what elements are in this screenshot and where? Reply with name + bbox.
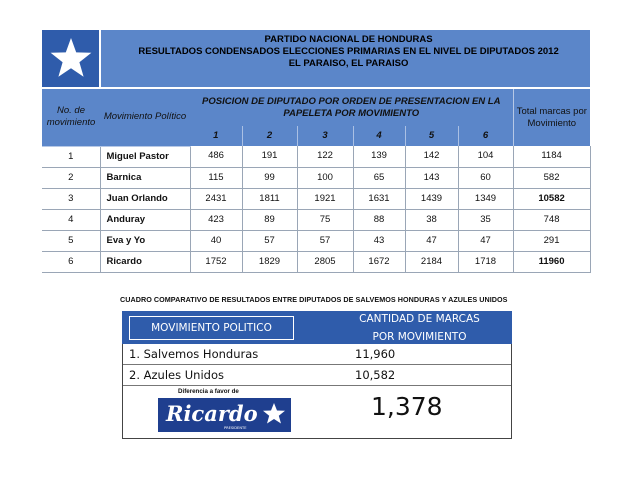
cell-pos-3: 100 — [297, 167, 353, 188]
table-row — [42, 146, 590, 167]
logo-text: Ricardo — [166, 401, 258, 426]
table-row — [42, 188, 590, 209]
count-header-line2: POR MOVIMIENTO — [372, 331, 467, 343]
cell-movement: Miguel Pastor — [100, 146, 190, 167]
table-row — [42, 167, 590, 188]
results-table — [42, 30, 591, 273]
table-row — [42, 230, 590, 251]
movement-header: MOVIMIENTO POLITICO — [129, 316, 294, 340]
cell-pos-5: 47 — [405, 230, 458, 251]
cell-no: 2 — [42, 167, 100, 188]
cell-pos-2: 191 — [242, 146, 297, 167]
cell-total: 748 — [513, 209, 590, 230]
cell-pos-6: 104 — [458, 146, 513, 167]
col-header-pos-5: 5 — [405, 126, 458, 146]
comparison-table — [118, 311, 512, 439]
report-header — [100, 30, 590, 88]
cell-pos-4: 139 — [353, 146, 405, 167]
cell-pos-2: 1811 — [242, 188, 297, 209]
difference-value: 1,378 — [371, 392, 443, 421]
cell-pos-4: 1672 — [353, 251, 405, 272]
cell-pos-4: 43 — [353, 230, 405, 251]
col-header-movement: Movimiento Político — [100, 88, 190, 146]
cell-total: 11960 — [513, 251, 590, 272]
logo-subtext: PRESIDENTE — [224, 426, 247, 430]
cell-movement: Ricardo — [100, 251, 190, 272]
cell-pos-2: 89 — [242, 209, 297, 230]
cell-total: 582 — [513, 167, 590, 188]
cell-pos-6: 47 — [458, 230, 513, 251]
cell-pos-6: 1718 — [458, 251, 513, 272]
cell-pos-5: 1439 — [405, 188, 458, 209]
comparison-row — [123, 344, 511, 365]
cell-pos-1: 115 — [190, 167, 242, 188]
comparison-row-label: 1. Salvemos Honduras — [129, 347, 259, 361]
cell-pos-5: 143 — [405, 167, 458, 188]
cell-pos-4: 65 — [353, 167, 405, 188]
col-header-pos-3: 3 — [297, 126, 353, 146]
cell-pos-1: 1752 — [190, 251, 242, 272]
results-rows — [42, 146, 590, 272]
comparison-header — [122, 311, 512, 344]
star-icon — [49, 36, 93, 78]
cell-pos-4: 1631 — [353, 188, 405, 209]
comparison-row — [123, 365, 511, 386]
cell-total: 291 — [513, 230, 590, 251]
col-header-pos-2: 2 — [242, 126, 297, 146]
comparison-row-value: 10,582 — [355, 368, 396, 382]
cell-movement: Anduray — [100, 209, 190, 230]
cell-pos-1: 40 — [190, 230, 242, 251]
cell-no: 4 — [42, 209, 100, 230]
party-logo — [42, 30, 100, 88]
cell-no: 6 — [42, 251, 100, 272]
col-header-pos-4: 4 — [353, 126, 405, 146]
cell-movement: Barnica — [100, 167, 190, 188]
table-row — [42, 251, 590, 272]
cell-no: 1 — [42, 146, 100, 167]
party-name: PARTIDO NACIONAL DE HONDURAS — [264, 34, 433, 45]
cell-pos-1: 2431 — [190, 188, 242, 209]
cell-pos-6: 60 — [458, 167, 513, 188]
cell-pos-3: 57 — [297, 230, 353, 251]
col-header-pos-1: 1 — [190, 126, 242, 146]
cell-total: 1184 — [513, 146, 590, 167]
ricardo-logo — [158, 398, 291, 432]
comparison-row-value: 11,960 — [355, 347, 396, 361]
cell-movement: Eva y Yo — [100, 230, 190, 251]
cell-pos-2: 99 — [242, 167, 297, 188]
cell-no: 3 — [42, 188, 100, 209]
comparison-caption: CUADRO COMPARATIVO DE RESULTADOS ENTRE DIPUTADOS DE SALVEMOS HONDURAS Y AZULES UNIDOS — [120, 295, 508, 304]
cell-pos-6: 1349 — [458, 188, 513, 209]
count-header-line1: CANTIDAD DE MARCAS — [359, 313, 480, 325]
col-header-total: Total marcas por Movimiento — [513, 88, 590, 146]
cell-pos-4: 88 — [353, 209, 405, 230]
cell-pos-5: 2184 — [405, 251, 458, 272]
cell-pos-5: 38 — [405, 209, 458, 230]
report-location: EL PARAISO, EL PARAISO — [288, 58, 409, 69]
cell-pos-1: 486 — [190, 146, 242, 167]
comparison-body — [122, 344, 512, 439]
cell-pos-3: 1921 — [297, 188, 353, 209]
count-header — [327, 312, 512, 344]
cell-no: 5 — [42, 230, 100, 251]
cell-total: 10582 — [513, 188, 590, 209]
col-header-pos-6: 6 — [458, 126, 513, 146]
cell-pos-6: 35 — [458, 209, 513, 230]
cell-movement: Juan Orlando — [100, 188, 190, 209]
col-header-positions: POSICION DE DIPUTADO POR ORDEN DE PRESENTACION EN LA PAPELETA POR MOVIMIENTO — [190, 88, 513, 126]
report-title: RESULTADOS CONDENSADOS ELECCIONES PRIMARIAS EN EL NIVEL DE DIPUTADOS 2012 — [138, 46, 559, 57]
difference-label: Diferencia a favor de — [178, 388, 239, 395]
cell-pos-2: 57 — [242, 230, 297, 251]
comparison-row-label: 2. Azules Unidos — [129, 368, 224, 382]
cell-pos-3: 75 — [297, 209, 353, 230]
cell-pos-5: 142 — [405, 146, 458, 167]
cell-pos-3: 122 — [297, 146, 353, 167]
table-row — [42, 209, 590, 230]
cell-pos-3: 2805 — [297, 251, 353, 272]
col-header-no: No. de movimiento — [42, 88, 100, 146]
cell-pos-2: 1829 — [242, 251, 297, 272]
cell-pos-1: 423 — [190, 209, 242, 230]
